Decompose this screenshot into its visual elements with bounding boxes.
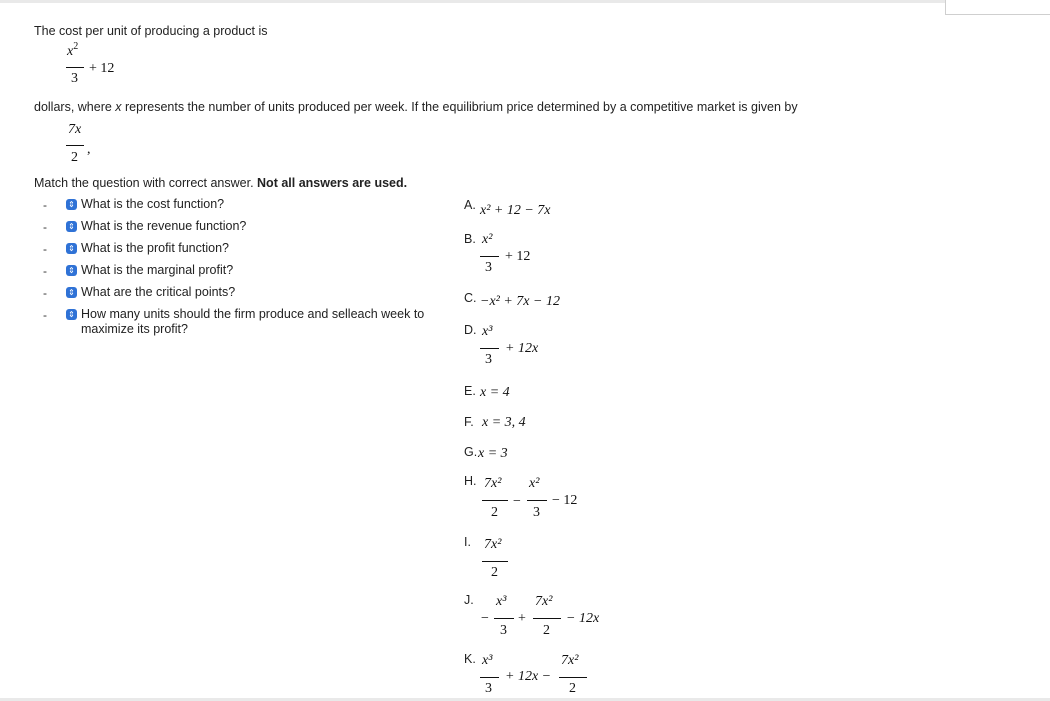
answer-h-op: − <box>513 494 521 509</box>
answer-b-bar <box>480 256 499 257</box>
question-label-5: What are the critical points? <box>81 285 236 299</box>
answer-h-bar2 <box>527 500 547 501</box>
cost-frac-bar <box>66 67 84 68</box>
answer-i-den: 2 <box>491 565 498 580</box>
question-label-4: What is the marginal profit? <box>81 263 234 277</box>
question-label-2: What is the revenue function? <box>81 219 247 233</box>
answer-k-num2: 7x² <box>561 653 579 668</box>
answer-k-bar2 <box>559 677 587 678</box>
answer-h-letter: H. <box>464 474 477 488</box>
answer-h-den1: 2 <box>491 505 498 520</box>
answer-k-mid: + 12x − <box>505 669 552 684</box>
answer-i-num: 7x² <box>484 537 502 552</box>
answer-j-bar1 <box>494 618 514 619</box>
answer-d-bar <box>480 348 499 349</box>
answer-j-num1: x³ <box>496 594 507 609</box>
select-arrow-icon: ⇕ <box>66 265 77 276</box>
answer-h-bar1 <box>482 500 508 501</box>
select-arrow-icon: ⇕ <box>66 309 77 320</box>
answer-j-den1: 3 <box>500 623 507 638</box>
top-divider <box>0 0 1050 3</box>
question-select-5[interactable]: - ⇕ <box>39 286 79 301</box>
answer-h-num2: x² <box>529 476 540 491</box>
answer-d-tail: + 12x <box>505 341 539 356</box>
answer-i-letter: I. <box>464 535 471 549</box>
answer-h-num1: 7x² <box>484 476 502 491</box>
cost-frac-numerator: $x^2$ <box>67 41 79 59</box>
question-label-1: What is the cost function? <box>81 197 225 211</box>
answer-g-letter: G. <box>464 445 478 459</box>
select-arrow-icon: ⇕ <box>66 287 77 298</box>
answer-j-bar2 <box>533 618 561 619</box>
answer-a-expr: x² + 12 − 7x <box>480 203 551 218</box>
question-select-4[interactable]: - ⇕ <box>39 264 79 279</box>
answer-g-expr: x = 3 <box>478 446 508 461</box>
answer-b-den: 3 <box>485 260 492 275</box>
price-frac-numerator: 7x <box>68 122 82 137</box>
answer-f-letter: F. <box>464 415 474 429</box>
answer-d-den: 3 <box>485 352 492 367</box>
answer-d-num: x³ <box>482 324 493 339</box>
instructions: Match the question with correct answer. Not all answers are used. <box>34 176 408 190</box>
answer-j-num2: 7x² <box>535 594 553 609</box>
answer-f-expr: x = 3, 4 <box>482 415 526 430</box>
intro-line-2: dollars, where x represents the number of units produced per week. If the equilibrium price determined by a competitive market is given by <box>34 100 798 114</box>
answer-j-den2: 2 <box>543 623 550 638</box>
question-label-6-cont: maximize its profit? <box>81 322 188 336</box>
corner-control[interactable] <box>945 0 1050 15</box>
question-select-3[interactable]: - ⇕ <box>39 242 79 257</box>
answer-e-expr: x = 4 <box>480 385 510 400</box>
question-label-6: How many units should the firm produce and selleach week to <box>81 307 425 321</box>
question-select-6[interactable]: - ⇕ <box>39 308 79 323</box>
answer-j-letter: J. <box>464 593 474 607</box>
question-label-3: What is the profit function? <box>81 241 229 255</box>
answer-h-tail: − 12 <box>552 493 578 508</box>
question-select-2[interactable]: - ⇕ <box>39 220 79 235</box>
price-frac-bar <box>66 145 84 146</box>
price-frac-tail: , <box>87 142 91 157</box>
answer-k-bar1 <box>480 677 499 678</box>
cost-frac-denominator: 3 <box>71 71 78 86</box>
answer-a-letter: A. <box>464 198 476 212</box>
intro-line-1: The cost per unit of producing a product is <box>34 24 268 38</box>
answer-c-expr: −x² + 7x − 12 <box>480 294 560 309</box>
answer-h-den2: 3 <box>533 505 540 520</box>
answer-j-lead: − <box>481 611 489 626</box>
answer-d-letter: D. <box>464 323 477 337</box>
answer-e-letter: E. <box>464 384 476 398</box>
answer-k-num1: x³ <box>482 653 493 668</box>
answer-b-letter: B. <box>464 232 476 246</box>
select-arrow-icon: ⇕ <box>66 221 77 232</box>
answer-j-tail: − 12x <box>566 611 600 626</box>
question-select-1[interactable]: - ⇕ <box>39 198 79 213</box>
answer-j-op: + <box>518 611 526 626</box>
answer-k-den1: 3 <box>485 681 492 696</box>
answer-c-letter: C. <box>464 291 477 305</box>
answer-b-tail: + 12 <box>505 249 531 264</box>
price-frac-denominator: 2 <box>71 150 78 165</box>
select-arrow-icon: ⇕ <box>66 243 77 254</box>
answer-k-den2: 2 <box>569 681 576 696</box>
answer-b-num: x² <box>482 232 493 247</box>
select-arrow-icon: ⇕ <box>66 199 77 210</box>
cost-frac-tail: + 12 <box>89 61 115 76</box>
answer-i-bar <box>482 561 508 562</box>
answer-k-letter: K. <box>464 652 476 666</box>
